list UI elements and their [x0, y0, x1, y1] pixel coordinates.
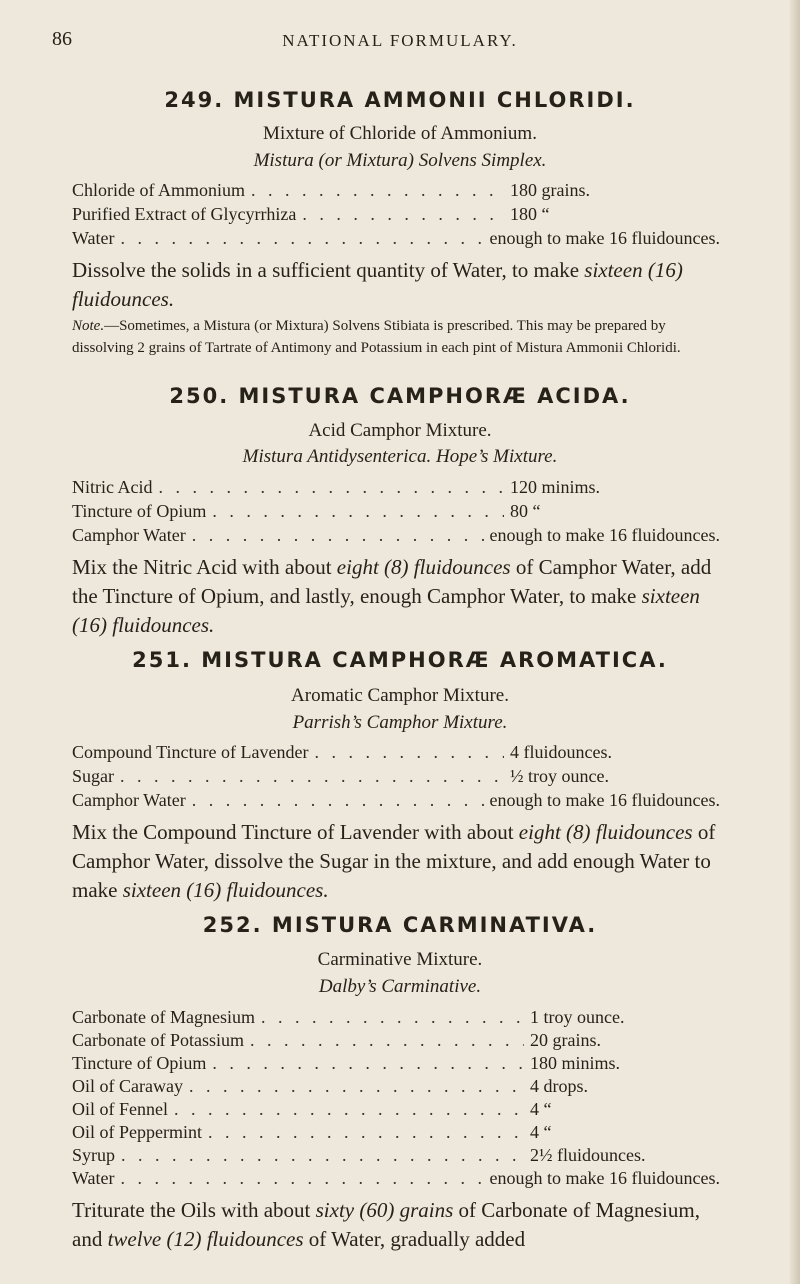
ingredient-row: [72, 1145, 720, 1169]
ingredient-row: [72, 1053, 720, 1077]
ingredient-qty: 180 “: [510, 204, 550, 224]
section-252-directions: Triturate the Oils with about sixty (60) grains of Carbonate of Magnesium, and twelve (12) fluidounces of Water, gradually added: [72, 1198, 700, 1251]
section-252-heading: 252. MISTURA CARMINATIVA.: [202, 913, 598, 937]
ingredient-qty: 4 “: [530, 1099, 552, 1119]
ingredient-row: [72, 180, 720, 204]
ingredient-row: [72, 1122, 720, 1146]
ingredient-qty: 4 “: [530, 1122, 552, 1142]
ingredient-row: [72, 766, 720, 790]
ingredient-name: Purified Extract of Glycyrrhiza: [72, 204, 297, 224]
ingredient-row: [72, 1168, 720, 1192]
ingredient-name: Sugar: [72, 766, 114, 786]
ingredient-name: Water: [72, 1168, 115, 1188]
ingredient-name: Nitric Acid: [72, 477, 153, 497]
section-249-note: Note.—Sometimes, a Mistura (or Mixtura) Solvens Stibiata is prescribed. This may be prepared by dissolving 2 grains of Tartrate of Antimony and Potassium in each pint of Mistura Ammonii Chloridi.: [72, 318, 681, 356]
ingredient-qty: enough to make 16 fluidounces.: [489, 1168, 720, 1188]
ingredient-qty: 80 “: [510, 501, 541, 521]
running-head: NATIONAL FORMULARY.: [282, 31, 518, 50]
ingredient-qty: enough to make 16 fluidounces.: [489, 525, 720, 545]
ingredient-row: [72, 525, 720, 549]
section-250-heading: 250. MISTURA CAMPHORÆ ACIDA.: [169, 384, 631, 408]
ingredient-name: Tincture of Opium: [72, 501, 207, 521]
section-249-directions: Dissolve the solids in a sufficient quantity of Water, to make sixteen (16) fluidounces.: [72, 258, 683, 311]
ingredient-name: Camphor Water: [72, 790, 186, 810]
section-251-heading: 251. MISTURA CAMPHORÆ AROMATICA.: [132, 648, 668, 672]
ingredient-name: Camphor Water: [72, 525, 186, 545]
section-250-directions: Mix the Nitric Acid with about eight (8) fluidounces of Camphor Water, add the Tincture of Opium, and lastly, enough Camphor Water, to make sixteen (16) fluidounces.: [72, 555, 712, 637]
section-251-directions: Mix the Compound Tincture of Lavender with about eight (8) fluidounces of Camphor Water, dissolve the Sugar in the mixture, and add enough Water to make sixteen (16) fluidounces.: [72, 820, 716, 902]
ingredient-qty: 1 troy ounce.: [530, 1007, 625, 1027]
ingredient-name: Water: [72, 228, 115, 248]
ingredient-qty: 2½ fluidounces.: [530, 1145, 646, 1165]
ingredient-qty: 4 drops.: [530, 1076, 588, 1096]
ingredient-row: [72, 477, 720, 501]
ingredient-qty: 120 minims.: [510, 477, 601, 497]
ingredient-name: Oil of Caraway: [72, 1076, 183, 1096]
ingredient-qty: 4 fluidounces.: [510, 742, 612, 762]
section-250-synonym: Mistura Antidysenterica. Hope’s Mixture.: [242, 446, 558, 467]
ingredient-row: [72, 1076, 720, 1100]
ingredient-name: Tincture of Opium: [72, 1053, 207, 1073]
section-249-subtitle: Mixture of Chloride of Ammonium.: [263, 123, 537, 144]
ingredient-qty: ½ troy ounce.: [510, 766, 609, 786]
ingredient-qty: 180 grains.: [510, 180, 590, 200]
ingredient-row: [72, 501, 720, 525]
ingredient-name: Oil of Fennel: [72, 1099, 168, 1119]
section-251-subtitle: Aromatic Camphor Mixture.: [291, 685, 509, 706]
ingredient-name: Carbonate of Magnesium: [72, 1007, 255, 1027]
section-252-synonym: Dalby’s Carminative.: [318, 976, 482, 997]
ingredient-row: [72, 1099, 720, 1123]
section-250-subtitle: Acid Camphor Mixture.: [308, 420, 492, 441]
section-252-subtitle: Carminative Mixture.: [317, 949, 483, 970]
ingredient-row: [72, 228, 720, 252]
ingredient-qty: enough to make 16 fluidounces.: [489, 790, 720, 810]
ingredient-row: [72, 1007, 720, 1031]
ingredient-qty: 180 minims.: [530, 1053, 621, 1073]
page-edge: [790, 0, 800, 1284]
ingredient-name: Syrup: [72, 1145, 116, 1165]
ingredient-row: [72, 742, 720, 766]
ingredient-name: Compound Tincture of Lavender: [72, 742, 309, 762]
section-251-synonym: Parrish’s Camphor Mixture.: [292, 712, 508, 733]
ingredient-qty: enough to make 16 fluidounces.: [489, 228, 720, 248]
ingredient-row: [72, 790, 720, 814]
ingredient-name: Oil of Peppermint: [72, 1122, 202, 1142]
ingredient-name: Carbonate of Potassium: [72, 1030, 244, 1050]
section-249-heading: 249. MISTURA AMMONII CHLORIDI.: [164, 88, 636, 112]
ingredient-row: [72, 1030, 720, 1054]
ingredient-name: Chloride of Ammonium: [72, 180, 245, 200]
ingredient-row: [72, 204, 720, 228]
page-number: 86: [52, 28, 72, 50]
ingredient-qty: 20 grains.: [530, 1030, 601, 1050]
section-249-synonym: Mistura (or Mixtura) Solvens Simplex.: [253, 150, 547, 171]
